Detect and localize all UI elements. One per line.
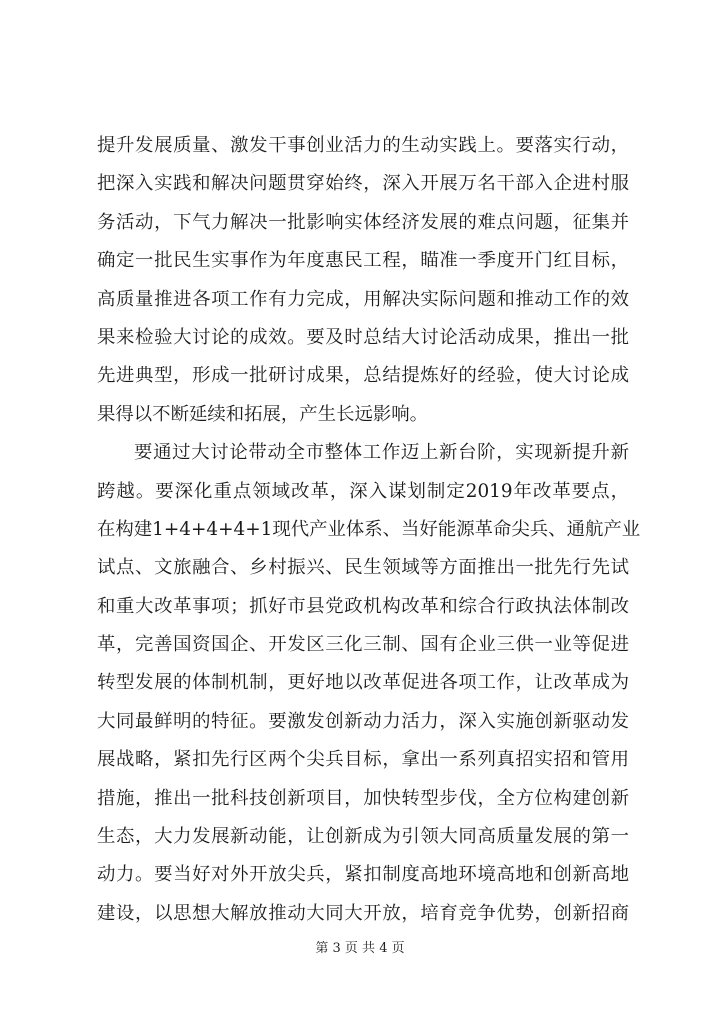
- text-line: 提升发展质量、激发干事创业活力的生动实践上。要落实行动，: [97, 135, 629, 156]
- body-text: [97, 127, 641, 933]
- text-line: 务活动，下气力解决一批影响实体经济发展的难点问题，征集并: [97, 211, 629, 233]
- text-line: 展战略，紧扣先行区两个尖兵目标，拿出一系列真招实招和管用: [97, 749, 629, 771]
- text-line: 革，完善国资国企、开发区三化三制、国有企业三供一业等促进: [97, 634, 629, 656]
- text-line: 措施，推出一批科技创新项目，加快转型步伐，全方位构建创新: [97, 787, 629, 809]
- text-line: 要通过大讨论带动全市整体工作迈上新台阶，实现新提升新: [134, 442, 629, 464]
- text-line: 果来检验大讨论的成效。要及时总结大讨论活动成果，推出一批: [97, 326, 629, 348]
- text-line: 高质量推进各项工作有力完成，用解决实际问题和推动工作的效: [97, 288, 629, 310]
- text-line: 和重大改革事项；抓好市县党政机构改革和综合行政执法体制改: [97, 595, 629, 617]
- text-line: 跨越。要深化重点领域改革，深入谋划制定2019年改革要点，: [97, 480, 629, 502]
- text-line: 把深入实践和解决问题贯穿始终，深入开展万名干部入企进村服: [97, 173, 629, 195]
- text-line: 试点、文旅融合、乡村振兴、民生领域等方面推出一批先行先试: [97, 557, 629, 579]
- text-line: 果得以不断延续和拓展，产生长远影响。: [97, 403, 429, 425]
- text-line: 先进典型，形成一批研讨成果，总结提炼好的经验，使大讨论成: [97, 365, 629, 387]
- text-line: 大同最鲜明的特征。要激发创新动力活力，深入实施创新驱动发: [97, 710, 629, 732]
- page-number-footer: 第 3 页 共 4 页: [315, 941, 405, 956]
- text-line: 确定一批民生实事作为年度惠民工程，瞄准一季度开门红目标，: [97, 250, 629, 272]
- text-line: 在构建1+4+4+4+1现代产业体系、当好能源革命尖兵、通航产业: [97, 518, 641, 540]
- text-line: 转型发展的体制机制，更好地以改革促进各项工作，让改革成为: [97, 672, 629, 694]
- text-line: 生态，大力发展新动能，让创新成为引领大同高质量发展的第一: [97, 826, 629, 848]
- text-line: 建设，以思想大解放推动大同大开放，培育竞争优势，创新招商: [97, 902, 629, 924]
- text-line: 动力。要当好对外开放尖兵，紧扣制度高地环境高地和创新高地: [97, 864, 629, 886]
